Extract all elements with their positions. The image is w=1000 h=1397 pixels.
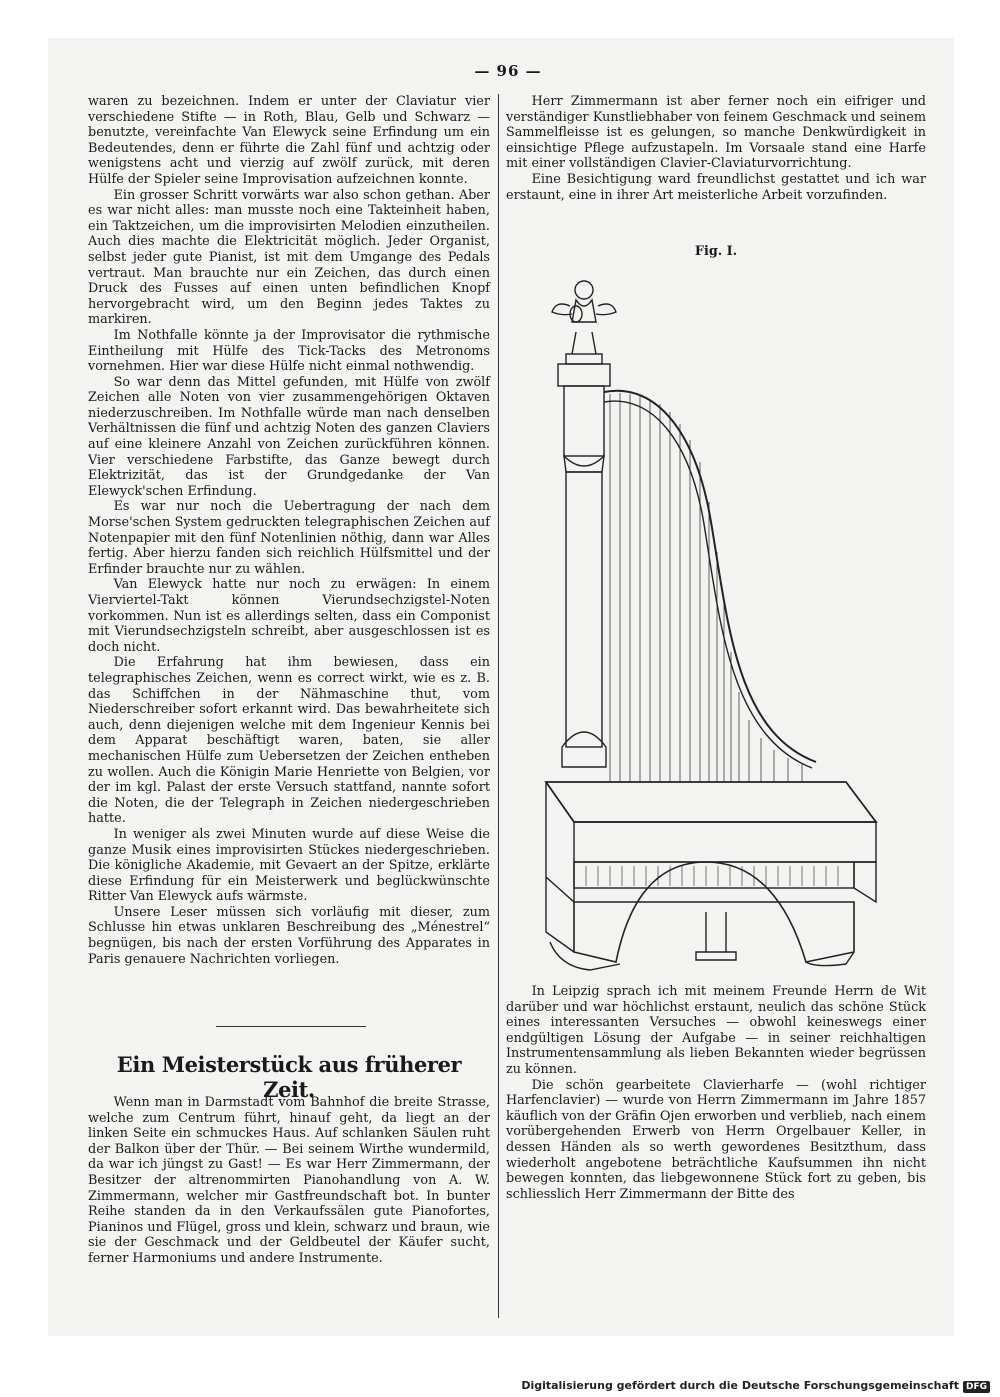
page-number: — 96 — — [474, 62, 542, 80]
piano-case — [546, 782, 876, 970]
paragraph: Unsere Leser müssen sich vorläufig mit dieser, zum Schlusse hin etwas unklaren Beschreibung des „Ménestrel“ begnügen, bis nach der ersten Vorführung des Apparates in Paris genauere Nachrichten vorliegen. — [88, 904, 490, 967]
paragraph: In weniger als zwei Minuten wurde auf diese Weise die ganze Musik eines improvisirten Stückes niedergeschrieben. Die königliche Akademie, mit Gevaert an der Spitze, erklärte diese Erfindung für ein Meisterwerk und beglückwünschte Ritter Van Elewyck aufs wärmste. — [88, 826, 490, 905]
paragraph: Die Erfahrung hat ihm bewiesen, dass ein telegraphisches Zeichen, wenn es correct wirkt, wie es z. B. das Schiffchen in der Nähmaschine thut, vom Niederschreiber sofort erkannt wird. Das bewahrheitete sich auch, denn diejenigen welche mit dem Ingenieur Kennis bei dem Apparat beschäftigt waren, baten, sie aller mechanischen Hülfe zum Uebersetzen der Zeichen entheben zu wollen. Auch die Königin Marie Henriette von Belgien, vor der im kgl. Palast der erste Versuch stattfand, nannte sofort die Noten, die der Telegraph in Zeichen niedergeschrieben hatte. — [88, 655, 490, 827]
digitization-footer — [521, 1379, 990, 1393]
footer-text: Digitalisierung gefördert durch die Deutsche Forschungsgemeinschaft — [521, 1379, 959, 1392]
right-column-lower — [506, 984, 926, 1202]
pillar — [558, 364, 610, 767]
column-divider — [498, 94, 499, 1318]
paragraph: So war denn das Mittel gefunden, mit Hülfe von zwölf Zeichen alle Noten von vier zusammengehörigen Oktaven niederzuschreiben. Im Nothfalle würde man nach denselben Verhältnissen die fünf und achtzig Noten des ganzen Claviers auf eine kleinere Anzahl von Zeichen zurückführen können. Vier verschiedene Farbstifte, das Ganze bewegt durch Elektrizität, das ist der Grundgedanke der Van Elewyck'schen Erfindung. — [88, 374, 490, 499]
paragraph: Im Nothfalle könnte ja der Improvisator die rythmische Eintheilung mit Hülfe des Tick-Tacks des Metronoms vornehmen. Hier war diese Hülfe nicht einmal nothwendig. — [88, 327, 490, 375]
harp-neck — [604, 391, 816, 762]
dfg-logo: DFG — [963, 1381, 990, 1393]
paragraph: Eine Besichtigung ward freundlichst gestattet und ich war erstaunt, eine in ihrer Art meisterliche Arbeit vorzufinden. — [506, 171, 926, 203]
left-column — [88, 94, 490, 967]
page-scan — [48, 38, 954, 1336]
paragraph: In Leipzig sprach ich mit meinem Freunde Herrn de Wit darüber und war höchlichst erstaunt, neulich das schöne Stück eines interessanten Versuches — obwohl keineswegs einer endgültigen Lösung der Aufgabe — in seiner reichhaltigen Instrumentensammlung als lieben Bekannten wieder begrüssen zu können. — [506, 984, 926, 1077]
cherub-statue — [552, 281, 616, 364]
paragraph: Ein grosser Schritt vorwärts war also schon gethan. Aber es war nicht alles: man musste noch eine Takteinheit haben, ein Taktzeichen, um die improvisirten Melodien einzutheilen. Auch dies machte die Elektricität möglich. Jeder Organist, selbst jeder gute Pianist, ist mit dem Umgange des Pedals vertraut. Man brauchte nur ein Zeichen, das durch einen Druck des Fusses auf einen unten befindlichen Knopf hervorgebracht wird, um den Beginn jedes Taktes zu markiren. — [88, 187, 490, 328]
paragraph: Die schön gearbeitete Clavierharfe — (wohl richtiger Harfenclavier) — wurde von Herrn Zimmermann im Jahre 1857 käuflich von der Gräfin Ojen erworben und verblieb, nach einem vorübergehenden Erwerb von Herrn Orgelbauer Keller, in dessen Händen als so werth gewordenes Besitzthum, dass wiederholt angebotene beträchtliche Kaufsummen ihn nicht bewegen konnten, das liebgewonnene Stück fort zu geben, bis schliesslich Herr Zimmermann der Bitte des — [506, 1077, 926, 1202]
figure-label: Fig. I. — [694, 244, 738, 259]
harp-piano-illustration — [506, 262, 926, 972]
paragraph: Van Elewyck hatte nur noch zu erwägen: In einem Vierviertel-Takt können Vierundsechzigstel-Noten vorkommen. Nun ist es allerdings selten, dass ein Componist mit Vierundsechzigsteln schreibt, aber ausgeschlossen ist es doch nicht. — [88, 577, 490, 655]
keyboard — [586, 866, 838, 886]
paragraph: Es war nur noch die Uebertragung der nach dem Morse'schen System gedruckten telegraphischen Zeichen auf Notenpapier mit den fünf Notenlinien nöthig, dann war Alles fertig. Aber hierzu fanden sich reichlich Hülfsmittel und der Erfinder brauchte nur zu wählen. — [88, 499, 490, 577]
paragraph: Herr Zimmermann ist aber ferner noch ein eifriger und verständiger Kunstliebhaber von feinem Geschmack und seinem Sammelfleisse ist es gelungen, so manche Denkwürdigkeit in einsichtige Pflege aufzustapeln. Im Vorsaale stand eine Harfe mit einer vollständigen Clavier-Claviaturvorrichtung. — [506, 94, 926, 172]
article-headline: Ein Meisterstück aus früherer Zeit. — [116, 1052, 462, 1102]
right-column — [506, 94, 926, 203]
section-divider — [216, 1026, 366, 1027]
left-column-lower — [88, 1095, 490, 1267]
paragraph: Wenn man in Darmstadt vom Bahnhof die breite Strasse, welche zum Centrum führt, hinauf geht, da liegt an der linken Seite ein schmuckes Haus. Auf schlanken Säulen ruht der Balkon über der Thür. — Bei seinem Wirthe wundermild, da war ich jüngst zu Gast! — Es war Herr Zimmermann, der Besitzer der altrenommirten Pianohandlung von A. W. Zimmermann, welcher mir Gastfreundschaft bot. In bunter Reihe standen da in den Verkaufssälen gute Pianofortes, Pianinos und Flügel, gross und klein, schwarz und braun, wie sie der Geschmack und der Geldbeutel der Käufer sucht, ferner Harmoniums und andere Instrumente. — [88, 1095, 490, 1266]
harp-strings — [610, 393, 802, 782]
paragraph: waren zu bezeichnen. Indem er unter der Claviatur vier verschiedene Stifte — in Roth, Blau, Gelb und Schwarz — benutzte, vereinfachte Van Elewyck seine Erfindung um ein Bedeutendes, denn er führte die Zahl fünf und achtzig oder wenigstens acht und vierzig auf zwölf zurück, mit deren Hülfe der Spieler seine Improvisation aufzeichnen konnte. — [88, 94, 490, 187]
